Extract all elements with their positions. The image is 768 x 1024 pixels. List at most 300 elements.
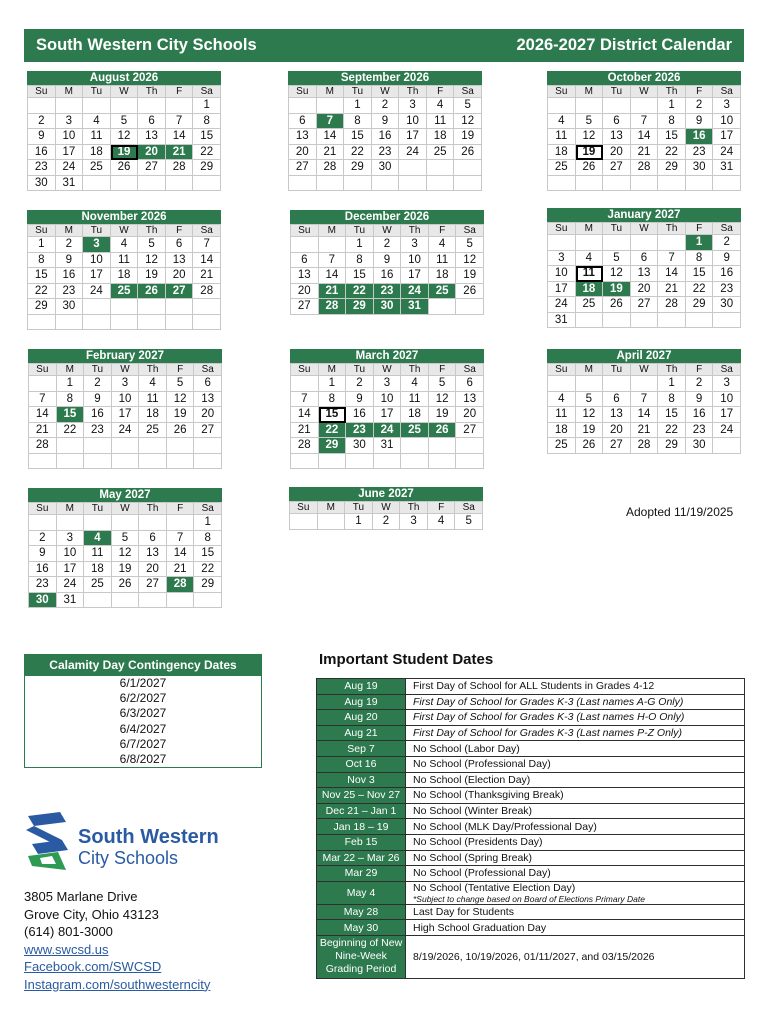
calendar-day: 2 — [686, 98, 714, 114]
calendar-day: 14 — [658, 266, 686, 282]
month-title: April 2027 — [547, 349, 741, 363]
calendar-empty-cell — [111, 98, 139, 114]
calendar-day: 10 — [713, 392, 741, 408]
event-description — [406, 756, 745, 772]
calendar-day: 3 — [401, 237, 429, 253]
event-description-text: No School (Professional Day) — [413, 867, 551, 880]
event-date: Feb 15 — [317, 834, 406, 850]
calendar-day: 18 — [427, 129, 455, 145]
calendar-day: 17 — [374, 407, 402, 423]
event-description — [406, 679, 745, 695]
calendar-day: 16 — [28, 145, 56, 161]
month-title: March 2027 — [290, 349, 484, 363]
important-date-row — [317, 756, 745, 772]
calendar-day: 19 — [111, 145, 139, 161]
calendar-empty-cell — [112, 515, 140, 531]
contact-info — [24, 888, 210, 993]
important-date-row — [317, 866, 745, 882]
calendar-day: 29 — [319, 438, 347, 454]
calendar-day: 24 — [83, 284, 111, 300]
calendar-day: 26 — [456, 284, 484, 300]
calendar-day: 9 — [686, 114, 714, 130]
calendar-day: 3 — [400, 514, 428, 530]
event-date: Mar 29 — [317, 866, 406, 882]
day-of-week-label: W — [111, 225, 139, 237]
month-grid — [547, 222, 741, 328]
important-date-row — [317, 803, 745, 819]
day-of-week-label: Su — [548, 364, 576, 376]
calendar-day: 2 — [84, 376, 112, 392]
calendar-day: 28 — [29, 438, 57, 454]
calendar-empty-cell — [631, 376, 659, 392]
calendar-day: 29 — [346, 299, 374, 315]
calendar-day: 20 — [631, 282, 659, 298]
calendar-day: 8 — [346, 253, 374, 269]
calendar-day: 29 — [194, 577, 222, 593]
calendar-day: 28 — [167, 577, 195, 593]
important-date-row — [317, 920, 745, 936]
calendar-day: 8 — [658, 114, 686, 130]
calendar-day: 18 — [84, 562, 112, 578]
calendar-day: 27 — [603, 160, 631, 176]
calendar-day: 5 — [429, 376, 457, 392]
facebook-link[interactable]: Facebook.com/SWCSD — [24, 959, 162, 974]
calendar-day: 11 — [548, 129, 576, 145]
calendar-day: 11 — [401, 392, 429, 408]
calendar-empty-cell — [194, 438, 222, 454]
day-of-week-label: F — [166, 86, 194, 98]
day-of-week-label: W — [111, 86, 139, 98]
calendar-day: 4 — [429, 237, 457, 253]
website-link[interactable]: www.swcsd.us — [24, 941, 109, 957]
day-of-week-label: M — [57, 503, 85, 515]
calendar-day: 26 — [576, 160, 604, 176]
event-description — [406, 920, 745, 936]
month-title: June 2027 — [289, 487, 483, 501]
day-of-week-label: W — [374, 364, 402, 376]
day-of-week-label: Sa — [455, 502, 483, 514]
calendar-day: 14 — [631, 407, 659, 423]
calendar-day: 16 — [372, 129, 400, 145]
calendar-empty-cell — [658, 313, 686, 329]
logo-s-mark-icon — [26, 812, 68, 870]
month-title: January 2027 — [547, 208, 741, 222]
calendar-day: 12 — [167, 392, 195, 408]
calendar-day: 4 — [83, 114, 111, 130]
calendar-day: 23 — [374, 284, 402, 300]
day-of-week-label: Th — [139, 503, 167, 515]
calendar-day: 6 — [194, 376, 222, 392]
calendar-day: 5 — [603, 251, 631, 267]
calendar-day: 3 — [374, 376, 402, 392]
calendar-day: 21 — [193, 268, 221, 284]
calendar-day: 6 — [291, 253, 319, 269]
day-of-week-label: Tu — [603, 364, 631, 376]
month-calendar — [289, 487, 483, 530]
calendar-empty-cell — [319, 237, 347, 253]
month-title: May 2027 — [28, 488, 222, 502]
calendar-day: 30 — [56, 299, 84, 315]
calendar-day: 4 — [139, 376, 167, 392]
calendar-day: 17 — [112, 407, 140, 423]
calendar-empty-cell — [56, 98, 84, 114]
calendar-empty-cell — [456, 454, 484, 470]
month-title: October 2026 — [547, 71, 741, 85]
instagram-link[interactable]: Instagram.com/southwesterncity — [24, 976, 211, 992]
calendar-day: 7 — [166, 114, 194, 130]
calendar-day: 15 — [193, 129, 221, 145]
calendar-empty-cell — [603, 313, 631, 329]
calendar-day: 9 — [346, 392, 374, 408]
calendar-day: 13 — [166, 253, 194, 269]
calendar-day: 20 — [456, 407, 484, 423]
calendar-empty-cell — [631, 235, 659, 251]
event-description-text: No School (Labor Day) — [413, 742, 520, 755]
calendar-day: 21 — [317, 145, 345, 161]
calendar-empty-cell — [83, 176, 111, 192]
calendar-day: 10 — [112, 392, 140, 408]
month-title: February 2027 — [28, 349, 222, 363]
month-calendar — [547, 349, 741, 454]
day-of-week-label: F — [429, 364, 457, 376]
calendar-day: 12 — [429, 392, 457, 408]
day-of-week-label: F — [686, 86, 714, 98]
calendar-day: 31 — [401, 299, 429, 315]
calamity-date: 6/1/2027 — [119, 676, 167, 690]
calendar-day: 22 — [658, 423, 686, 439]
calendar-empty-cell — [291, 454, 319, 470]
calendar-empty-cell — [112, 454, 140, 470]
calendar-day: 12 — [112, 546, 140, 562]
calendar-day: 24 — [399, 145, 427, 161]
calendar-empty-cell — [576, 376, 604, 392]
calendar-day: 27 — [456, 423, 484, 439]
calendar-day: 13 — [138, 129, 166, 145]
event-description — [406, 904, 745, 920]
calendar-day: 28 — [317, 160, 345, 176]
calendar-empty-cell — [631, 313, 659, 329]
calendar-empty-cell — [713, 438, 741, 454]
month-calendar — [27, 210, 221, 330]
calendar-day: 21 — [631, 423, 659, 439]
event-description — [406, 694, 745, 710]
calendar-day: 19 — [167, 407, 195, 423]
calendar-day: 26 — [138, 284, 166, 300]
calendar-empty-cell — [454, 176, 482, 192]
important-date-row — [317, 850, 745, 866]
calendar-day: 12 — [454, 114, 482, 130]
calendar-day: 4 — [427, 98, 455, 114]
calendar-empty-cell — [576, 176, 604, 192]
calendar-day: 13 — [603, 129, 631, 145]
calendar-day: 6 — [138, 114, 166, 130]
calendar-empty-cell — [57, 438, 85, 454]
calendar-day: 12 — [576, 129, 604, 145]
calendar-header — [24, 29, 744, 62]
phone-number: (614) 801-3000 — [24, 924, 113, 939]
calendar-day: 3 — [713, 98, 741, 114]
month-calendar — [547, 71, 741, 191]
important-date-row — [317, 710, 745, 726]
calendar-empty-cell — [603, 376, 631, 392]
month-calendar — [28, 488, 222, 608]
calendar-day: 3 — [57, 531, 85, 547]
day-of-week-label: Sa — [713, 223, 741, 235]
calendar-day: 5 — [455, 514, 483, 530]
calendar-empty-cell — [548, 376, 576, 392]
calendar-empty-cell — [346, 454, 374, 470]
event-date: Dec 21 – Jan 1 — [317, 803, 406, 819]
calendar-day: 1 — [194, 515, 222, 531]
month-grid — [27, 85, 221, 191]
calendar-day: 30 — [29, 593, 57, 609]
calendar-day: 9 — [372, 114, 400, 130]
calendar-day: 18 — [401, 407, 429, 423]
calendar-empty-cell — [429, 299, 457, 315]
day-of-week-label: W — [631, 86, 659, 98]
city-state-zip: Grove City, Ohio 43123 — [24, 906, 159, 922]
calendar-day: 8 — [194, 531, 222, 547]
calendar-day: 27 — [166, 284, 194, 300]
calendar-day: 31 — [374, 438, 402, 454]
calendar-day: 27 — [603, 438, 631, 454]
calendar-empty-cell — [29, 515, 57, 531]
day-of-week-label: M — [319, 364, 347, 376]
calendar-day: 1 — [319, 376, 347, 392]
calendar-empty-cell — [631, 176, 659, 192]
calendar-empty-cell — [193, 176, 221, 192]
calendar-day: 12 — [576, 407, 604, 423]
day-of-week-label: Th — [658, 223, 686, 235]
calendar-day: 17 — [713, 129, 741, 145]
calendar-day: 19 — [603, 282, 631, 298]
calendar-empty-cell — [112, 438, 140, 454]
calendar-day: 23 — [29, 577, 57, 593]
calendar-day: 3 — [83, 237, 111, 253]
calendar-day: 30 — [374, 299, 402, 315]
day-of-week-label: W — [112, 503, 140, 515]
event-description-text: No School (Thanksgiving Break) — [413, 789, 564, 802]
calendar-day: 13 — [631, 266, 659, 282]
calendar-day: 10 — [83, 253, 111, 269]
calendar-day: 27 — [631, 297, 659, 313]
day-of-week-label: Tu — [83, 86, 111, 98]
calendar-empty-cell — [548, 98, 576, 114]
calendar-day: 9 — [84, 392, 112, 408]
calendar-empty-cell — [111, 176, 139, 192]
day-of-week-label: Th — [400, 502, 428, 514]
calendar-day: 28 — [193, 284, 221, 300]
event-description-text: 8/19/2026, 10/19/2026, 01/11/2027, and 03/15/2026 — [413, 950, 655, 963]
calendar-day: 10 — [401, 253, 429, 269]
calendar-day: 2 — [713, 235, 741, 251]
calendar-day: 23 — [28, 160, 56, 176]
calendar-day: 24 — [112, 423, 140, 439]
calendar-day: 31 — [713, 160, 741, 176]
calendar-empty-cell — [427, 176, 455, 192]
calendar-day: 24 — [713, 423, 741, 439]
calendar-empty-cell — [83, 315, 111, 331]
calendar-empty-cell — [166, 299, 194, 315]
calendar-day: 30 — [686, 438, 714, 454]
calendar-day: 6 — [631, 251, 659, 267]
calendar-empty-cell — [28, 98, 56, 114]
calendar-day: 30 — [713, 297, 741, 313]
calendar-day: 22 — [344, 145, 372, 161]
calendar-day: 15 — [28, 268, 56, 284]
event-description-text: High School Graduation Day — [413, 921, 547, 934]
calendar-day: 22 — [57, 423, 85, 439]
street-address: 3805 Marlane Drive — [24, 889, 138, 904]
calendar-day: 9 — [29, 546, 57, 562]
important-date-row — [317, 834, 745, 850]
calamity-date: 6/3/2027 — [119, 706, 167, 721]
calendar-day: 1 — [346, 237, 374, 253]
calendar-day: 28 — [631, 438, 659, 454]
calendar-day: 17 — [713, 407, 741, 423]
calendar-day: 1 — [193, 98, 221, 114]
calendar-day: 4 — [84, 531, 112, 547]
calendar-day: 27 — [194, 423, 222, 439]
calendar-day: 11 — [111, 253, 139, 269]
calendar-day: 18 — [576, 282, 604, 298]
calendar-day: 30 — [28, 176, 56, 192]
calendar-day: 26 — [112, 577, 140, 593]
calendar-day: 14 — [167, 546, 195, 562]
calendar-empty-cell — [111, 299, 139, 315]
important-date-row — [317, 772, 745, 788]
calendar-day: 4 — [401, 376, 429, 392]
calendar-day: 8 — [193, 114, 221, 130]
day-of-week-label: M — [576, 223, 604, 235]
day-of-week-label: Su — [290, 502, 318, 514]
calendar-day: 18 — [548, 145, 576, 161]
calendar-empty-cell — [401, 454, 429, 470]
calendar-empty-cell — [658, 176, 686, 192]
calendar-day: 5 — [111, 114, 139, 130]
calendar-day: 7 — [631, 114, 659, 130]
calendar-day: 11 — [83, 129, 111, 145]
calendar-empty-cell — [603, 98, 631, 114]
day-of-week-label: W — [112, 364, 140, 376]
calendar-day: 19 — [429, 407, 457, 423]
event-date: Aug 19 — [317, 694, 406, 710]
calendar-day: 27 — [291, 299, 319, 315]
event-description — [406, 725, 745, 741]
calendar-day: 17 — [56, 145, 84, 161]
calendar-day: 22 — [346, 284, 374, 300]
calendar-day: 6 — [166, 237, 194, 253]
day-of-week-label: Su — [548, 86, 576, 98]
day-of-week-label: Tu — [84, 503, 112, 515]
calendar-empty-cell — [193, 299, 221, 315]
calamity-date: 6/2/2027 — [119, 691, 167, 706]
calendar-empty-cell — [56, 315, 84, 331]
calendar-day: 2 — [346, 376, 374, 392]
calendar-day: 5 — [454, 98, 482, 114]
calendar-empty-cell — [166, 98, 194, 114]
calendar-empty-cell — [139, 593, 167, 609]
calendar-empty-cell — [28, 315, 56, 331]
month-calendar — [547, 208, 741, 328]
calendar-day: 4 — [111, 237, 139, 253]
calendar-day: 14 — [319, 268, 347, 284]
calendar-day: 22 — [686, 282, 714, 298]
calendar-day: 23 — [56, 284, 84, 300]
day-of-week-label: Th — [658, 364, 686, 376]
calendar-day: 16 — [29, 562, 57, 578]
event-date: Sep 7 — [317, 741, 406, 757]
calendar-day: 18 — [139, 407, 167, 423]
calendar-day: 11 — [84, 546, 112, 562]
month-calendar — [288, 71, 482, 191]
calendar-day: 17 — [399, 129, 427, 145]
calendar-day: 19 — [112, 562, 140, 578]
day-of-week-label: Su — [29, 503, 57, 515]
calendar-empty-cell — [84, 593, 112, 609]
calendar-day: 25 — [111, 284, 139, 300]
calendar-day: 22 — [658, 145, 686, 161]
calendar-day: 13 — [194, 392, 222, 408]
calendar-day: 25 — [139, 423, 167, 439]
day-of-week-label: M — [318, 502, 346, 514]
calendar-empty-cell — [289, 98, 317, 114]
calendar-empty-cell — [401, 438, 429, 454]
calendar-day: 3 — [548, 251, 576, 267]
calendar-day: 1 — [658, 98, 686, 114]
calendar-day: 24 — [57, 577, 85, 593]
calendar-day: 13 — [603, 407, 631, 423]
calendar-day: 13 — [139, 546, 167, 562]
event-description-text: First Day of School for ALL Students in Grades 4-12 — [413, 680, 655, 693]
event-description-text: Last Day for Students — [413, 906, 514, 919]
event-description — [406, 850, 745, 866]
calendar-empty-cell — [548, 176, 576, 192]
calendar-day: 3 — [112, 376, 140, 392]
day-of-week-label: F — [686, 223, 714, 235]
calendar-day: 7 — [631, 392, 659, 408]
calamity-dates-box — [24, 654, 262, 768]
calendar-empty-cell — [454, 160, 482, 176]
adopted-date: Adopted 11/19/2025 — [626, 505, 734, 519]
day-of-week-label: F — [166, 225, 194, 237]
calendar-day: 26 — [429, 423, 457, 439]
important-date-row — [317, 788, 745, 804]
calendar-day: 26 — [111, 160, 139, 176]
calendar-day: 28 — [291, 438, 319, 454]
calendar-day: 12 — [138, 253, 166, 269]
calendar-empty-cell — [84, 438, 112, 454]
calendar-day: 27 — [289, 160, 317, 176]
calendar-day: 29 — [658, 160, 686, 176]
calendar-day: 13 — [291, 268, 319, 284]
calendar-day: 11 — [576, 266, 604, 282]
calendar-day: 20 — [603, 145, 631, 161]
calendar-day: 18 — [111, 268, 139, 284]
calendar-day: 6 — [289, 114, 317, 130]
calendar-day: 20 — [289, 145, 317, 161]
calendar-empty-cell — [456, 299, 484, 315]
calendar-day: 21 — [167, 562, 195, 578]
calendar-day: 11 — [429, 253, 457, 269]
calendar-day: 14 — [317, 129, 345, 145]
logo-line1: South Western — [78, 826, 219, 848]
calendar-empty-cell — [138, 98, 166, 114]
month-grid — [290, 224, 484, 315]
month-title: December 2026 — [290, 210, 484, 224]
calendar-day: 16 — [84, 407, 112, 423]
calendar-day: 4 — [548, 392, 576, 408]
